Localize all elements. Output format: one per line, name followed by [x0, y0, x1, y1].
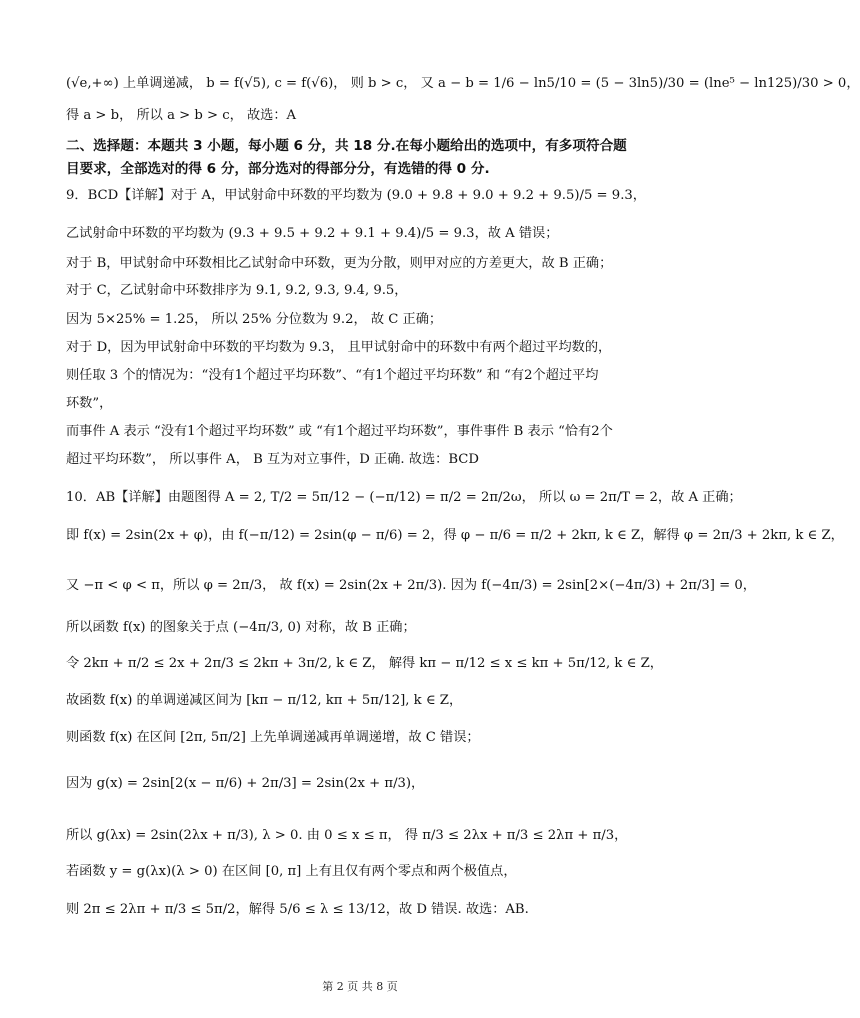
text-line: 又 −π < φ < π，所以 φ = 2π/3， 故 f(x) = 2sin(2x + 2π/3). 因为 f(−4π/3) = 2sin[2×(−4π/3) + 2π/3] = 0，: [66, 578, 756, 593]
section-heading: 目要求，全部选对的得 6 分，部分选对的得部分分，有选错的得 0 分.: [66, 161, 490, 177]
text-line: 得 a > b， 所以 a > b > c， 故选：A: [66, 108, 297, 123]
page-footer: 第 2 页 共 8 页: [322, 980, 398, 993]
text-line: 则 2π ≤ 2λπ + π/3 ≤ 5π/2，解得 5/6 ≤ λ ≤ 13/12，故 D 错误. 故选：AB.: [66, 902, 529, 917]
text-line: 因为 g(x) = 2sin[2(x − π/6) + 2π/3] = 2sin(2x + π/3)，: [66, 776, 425, 791]
text-line: 超过平均环数”， 所以事件 A， B 互为对立事件，D 正确. 故选：BCD: [66, 452, 479, 467]
text-line: 而事件 A 表示 “没有1个超过平均环数” 或 “有1个超过平均环数”，事件事件 B 表示 “恰有2个: [66, 424, 613, 439]
text-line: 对于 D，因为甲试射命中环数的平均数为 9.3， 且甲试射命中的环数中有两个超过平均数的，: [66, 340, 612, 355]
text-line: 乙试射命中环数的平均数为 (9.3 + 9.5 + 9.2 + 9.1 + 9.4)/5 = 9.3，故 A 错误；: [66, 226, 559, 241]
text-line: 环数”，: [66, 396, 113, 411]
text-line: 所以函数 f(x) 的图象关于点 (−4π/3, 0) 对称，故 B 正确；: [66, 620, 416, 635]
text-line: 因为 5×25% = 1.25， 所以 25% 分位数为 9.2， 故 C 正确；: [66, 312, 443, 327]
text-line: 故函数 f(x) 的单调递减区间为 [kπ − π/12, kπ + 5π/12], k ∈ Z，: [66, 693, 463, 708]
text-line: 10．AB【详解】由题图得 A = 2, T/2 = 5π/12 − (−π/12) = π/2 = 2π/2ω， 所以 ω = 2π/T = 2，故 A 正确；: [66, 490, 742, 505]
text-line: 对于 C，乙试射命中环数排序为 9.1, 9.2, 9.3, 9.4, 9.5，: [66, 283, 408, 298]
text-line: 所以 g(λx) = 2sin(2λx + π/3), λ > 0. 由 0 ≤ x ≤ π， 得 π/3 ≤ 2λx + π/3 ≤ 2λπ + π/3，: [66, 828, 628, 843]
text-line: 则任取 3 个的情况为：“没有1个超过平均环数”、“有1个超过平均环数” 和 “有2个超过平均: [66, 368, 599, 383]
text-line: 9．BCD【详解】对于 A，甲试射命中环数的平均数为 (9.0 + 9.8 + 9.0 + 9.2 + 9.5)/5 = 9.3，: [66, 188, 646, 203]
text-line: 对于 B，甲试射命中环数相比乙试射命中环数，更为分散，则甲对应的方差更大，故 B 正确；: [66, 256, 613, 271]
text-line: 令 2kπ + π/2 ≤ 2x + 2π/3 ≤ 2kπ + 3π/2, k ∈ Z， 解得 kπ − π/12 ≤ x ≤ kπ + 5π/12, k ∈ Z，: [66, 656, 663, 671]
text-line: 若函数 y = g(λx)(λ > 0) 在区间 [0, π] 上有且仅有两个零点和两个极值点，: [66, 864, 517, 879]
text-line: 即 f(x) = 2sin(2x + φ)，由 f(−π/12) = 2sin(φ − π/6) = 2，得 φ − π/6 = π/2 + 2kπ, k ∈ Z，解得 φ = 2π/3 + 2kπ, k ∈ Z，: [66, 528, 844, 543]
text-line: 则函数 f(x) 在区间 [2π, 5π/2] 上先单调递减再单调递增，故 C 错误；: [66, 730, 480, 745]
text-line: (√e,+∞) 上单调递减， b = f(√5), c = f(√6)， 则 b > c， 又 a − b = 1/6 − ln5/10 = (5 − 3ln5)/30 = (lne⁵ − ln125)/30 > 0，: [66, 76, 860, 91]
section-heading: 二、选择题：本题共 3 小题，每小题 6 分，共 18 分.在每小题给出的选项中，有多项符合题: [66, 138, 627, 154]
